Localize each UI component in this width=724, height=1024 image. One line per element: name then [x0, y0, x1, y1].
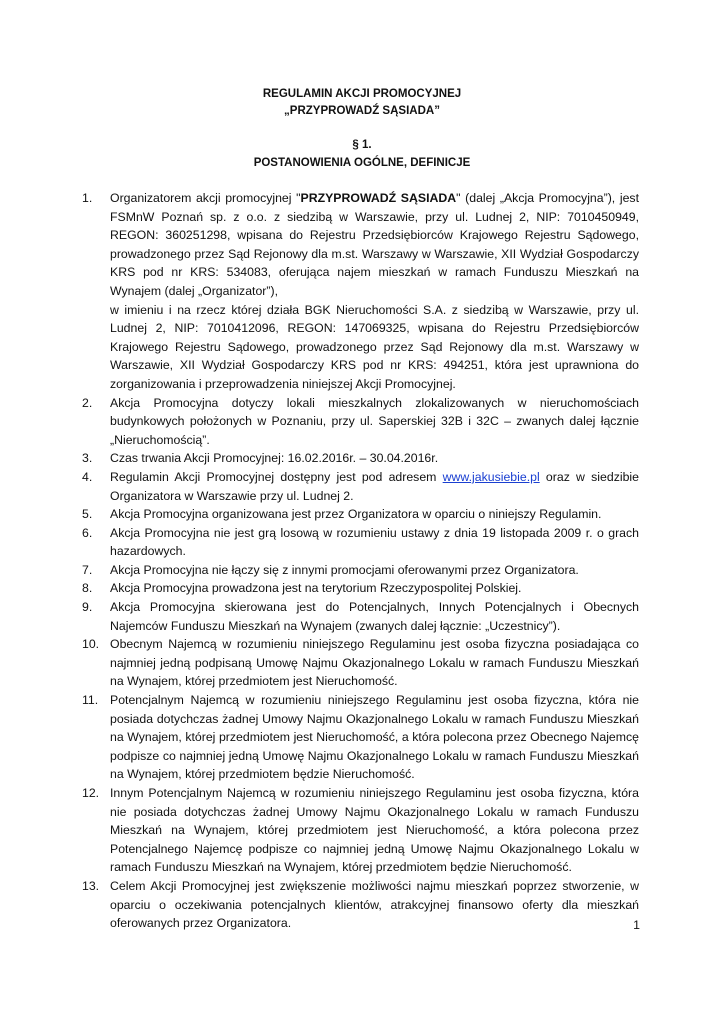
item-text-part: Regulamin Akcji Promocyjnej dostępny jest pod adresem	[110, 469, 443, 484]
list-item	[82, 468, 639, 505]
item-text: Obecnym Najemcą w rozumieniu niniejszego Regulaminu jest osoba fizyczna posiadająca co najmniej jedną podpisaną Umowę Najmu Okazjonalnego Lokalu w ramach Funduszu Mieszkań na Wynajem, której przedmiotem jest Nieruchomość.	[110, 637, 639, 689]
list-item	[82, 524, 639, 561]
document-title: REGULAMIN AKCJI PROMOCYJNEJ	[262, 88, 462, 100]
promotion-name-bold: PRZYPROWADŹ SĄSIADA	[300, 191, 457, 205]
item-number: 8.	[82, 581, 93, 596]
item-text-part: oraz w siedzibie Organizatora w Warszawie przy ul. Ludnej 2.	[110, 469, 639, 503]
item-text: Akcja Promocyjna organizowana jest przez Organizatora w oparciu o niniejszy Regulamin.	[110, 507, 602, 522]
item-number: 3.	[82, 451, 93, 466]
item-number: 2.	[82, 395, 93, 410]
item-text: Potencjalnym Najemcą w rozumieniu niniejszego Regulaminu jest osoba fizyczna, która nie posiada dotychczas żadnej Umowy Najmu Okazjonalnego Lokalu w ramach Funduszu Mieszkań na Wynajem, której przedmiotem jest Nieruchomość, a która polecona przez Obecnego Najemcę podpisze co najmniej jedną Umowę Najmu Okazjonalnego Lokalu w ramach Funduszu Mieszkań na Wynajem, której przedmiotem będzie Nieruchomość.	[110, 693, 639, 782]
item-text: Akcja Promocyjna prowadzona jest na terytorium Rzeczypospolitej Polskiej.	[110, 581, 522, 596]
item-text: Czas trwania Akcji Promocyjnej: 16.02.2016r. – 30.04.2016r.	[110, 451, 439, 466]
list-item	[82, 579, 639, 598]
section-title: POSTANOWIENIA OGÓLNE, DEFINICJE	[253, 157, 471, 169]
item-number: 12.	[82, 786, 100, 800]
item-text: Akcja Promocyjna skierowana jest do Potencjalnych, Innych Potencjalnych i Obecnych Najemców Funduszu Mieszkań na Wynajem (zwanych dalej łącznie: „Uczestnicy”).	[110, 600, 639, 633]
item-text-continued: w imieniu i na rzecz której działa BGK Nieruchomości S.A. z siedzibą w Warszawie, przy ul. Ludnej 2, NIP: 7010412096, REGON: 147069325, wpisana do Rejestru Przedsiębiorców Krajowego Rejestru Sądowego, prowadzonego przez Sąd Rejonowy dla m.st. Warszawy w Warszawie, XII Wydział Gospodarczy KRS pod nr KRS: 494251, która jest uprawniona do zorganizowania i przeprowadzenia niniejszej Akcji Promocyjnej.	[110, 302, 639, 391]
item-text: Celem Akcji Promocyjnej jest zwiększenie możliwości najmu mieszkań poprzez stworzenie, w oparciu o oczekiwania potencjalnych klientów, atrakcyjnej finansowo oferty dla mieszkań oferowanych przez Organizatora.	[110, 878, 639, 931]
list-item	[82, 189, 639, 394]
item-number: 9.	[82, 600, 93, 615]
item-number: 1.	[82, 191, 93, 205]
item-text: Akcja Promocyjna dotyczy lokali mieszkalnych zlokalizowanych w nieruchomościach budynkowych położonych w Poznaniu, przy ul. Saperskiej 32B i 32C – zwanych dalej łącznie „Nieruchomością”.	[110, 395, 639, 447]
list-item	[82, 877, 639, 933]
item-number: 11.	[82, 693, 99, 708]
definitions-list	[82, 189, 639, 933]
list-item	[82, 784, 639, 877]
item-number: 6.	[82, 525, 93, 540]
promotion-name: „PRZYPROWADŹ SĄSIADA”	[284, 105, 440, 117]
item-number: 7.	[82, 562, 93, 577]
item-number: 5.	[82, 507, 93, 522]
item-text-part: " (dalej „Akcja Promocyjna”), jest FSMnW Poznań sp. z o.o. z siedzibą w Warszawie, przy ul. Ludnej 2, NIP: 7010450949, REGON: 360251298, wpisana do Rejestru Przedsiębiorców Krajowego Rejestru Sądowego, prowadzonego przez Sąd Rejonowy dla m.st. Warszawy w Warszawie, XII Wydział Gospodarczy KRS pod nr KRS: 534083, oferująca najem mieszkań w ramach Funduszu Mieszkań na Wynajem (dalej „Organizator”),	[110, 191, 639, 298]
item-text-part: Organizatorem akcji promocyjnej "	[110, 191, 301, 205]
list-item	[82, 635, 639, 691]
list-item	[82, 449, 639, 468]
item-text: Akcja Promocyjna nie jest grą losową w rozumieniu ustawy z dnia 19 listopada 2009 r. o grach hazardowych.	[110, 525, 639, 559]
list-item	[82, 561, 639, 580]
item-text: Innym Potencjalnym Najemcą w rozumieniu niniejszego Regulaminu jest osoba fizyczna, która nie posiada dotychczas żadnej Umowy Najmu Okazjonalnego Lokalu w ramach Funduszu Mieszkań na Wynajem, której przedmiotem jest Nieruchomość, a która polecona przez Potencjalnego Najemcę podpisze co najmniej jedną Umowę Najmu Okazjonalnego Lokalu w ramach Funduszu Mieszkań na Wynajem, której przedmiotem będzie Nieruchomość.	[110, 786, 639, 875]
list-item	[82, 394, 639, 450]
list-item	[82, 598, 639, 635]
item-number: 10.	[82, 637, 100, 652]
item-text	[110, 468, 639, 505]
page-number: 1	[633, 918, 640, 932]
item-number: 13.	[82, 878, 100, 893]
item-text	[110, 189, 639, 301]
list-item	[82, 691, 639, 784]
section-number: § 1.	[352, 139, 372, 151]
item-text: Akcja Promocyjna nie łączy się z innymi promocjami oferowanymi przez Organizatora.	[110, 562, 579, 577]
item-number: 4.	[82, 469, 93, 484]
website-link[interactable]: www.jakusiebie.pl	[442, 469, 540, 484]
list-item	[82, 505, 639, 524]
